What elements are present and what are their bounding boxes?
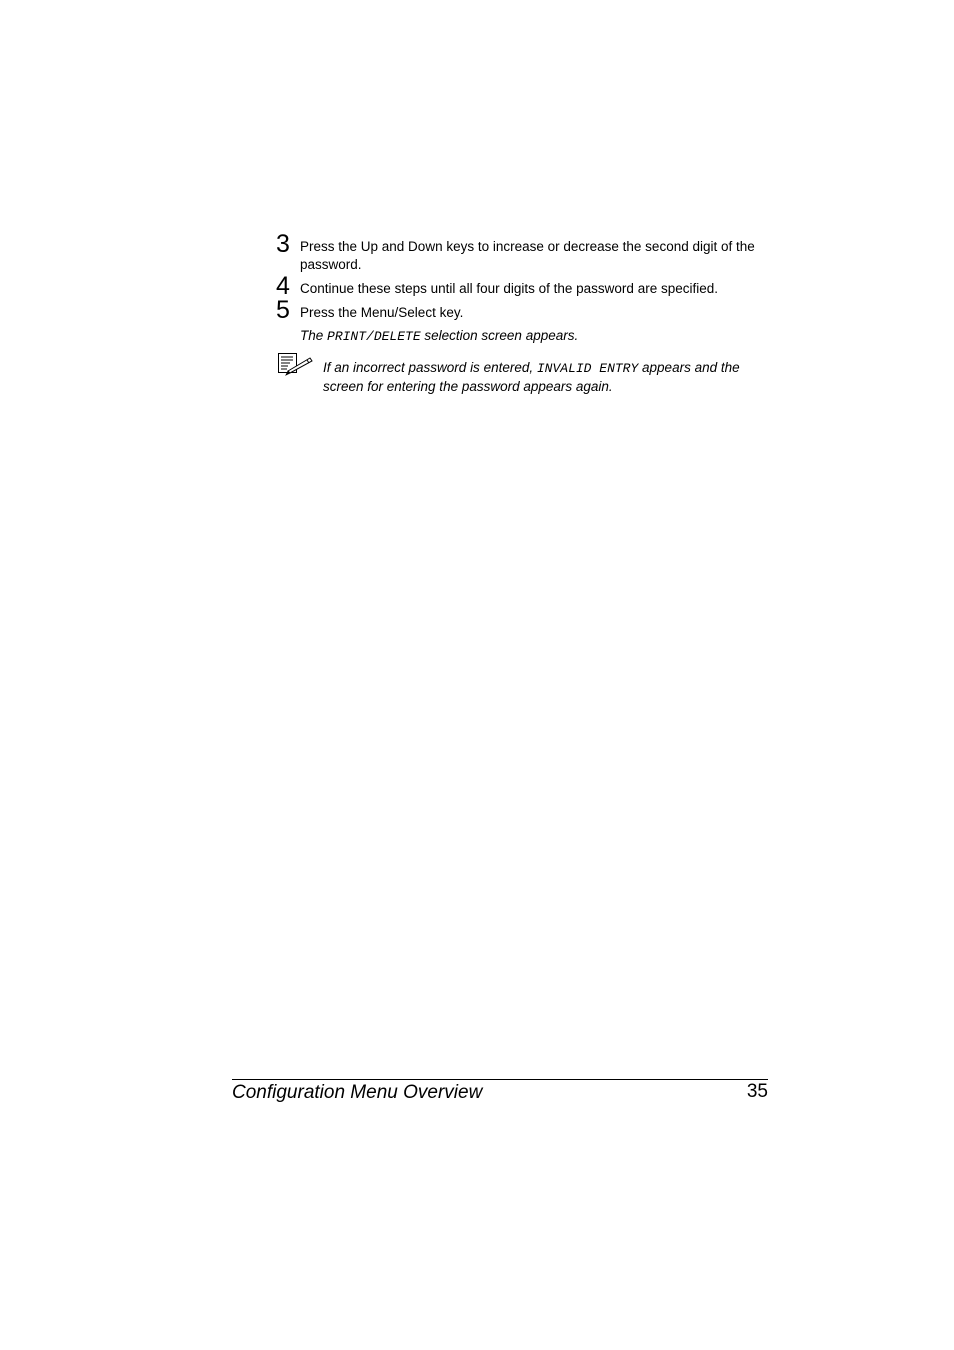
note-pencil-icon	[277, 352, 313, 376]
page-number: 35	[746, 1081, 768, 1102]
note-prefix: If an incorrect password is entered,	[323, 360, 537, 375]
result-prefix: The	[300, 328, 328, 343]
step-text: Continue these steps until all four digits of the password are specified.	[300, 281, 718, 296]
footer-title: Configuration Menu Overview	[232, 1082, 483, 1103]
step-text: Press the Menu/Select key.	[300, 305, 464, 320]
note-code: INVALID ENTRY	[536, 361, 639, 376]
note-suffix: appears and the screen for entering the password appears again.	[323, 360, 740, 394]
step-result	[300, 327, 768, 346]
note-text	[323, 359, 768, 396]
step-number: 4	[276, 272, 290, 300]
step-text: Press the Up and Down keys to increase or decrease the second digit of the password.	[300, 239, 755, 272]
step-number: 5	[276, 296, 290, 324]
footer-divider	[232, 1079, 768, 1080]
result-suffix: selection screen appears.	[420, 328, 579, 343]
step-number: 3	[276, 230, 290, 258]
result-code: PRINT/DELETE	[327, 329, 421, 344]
